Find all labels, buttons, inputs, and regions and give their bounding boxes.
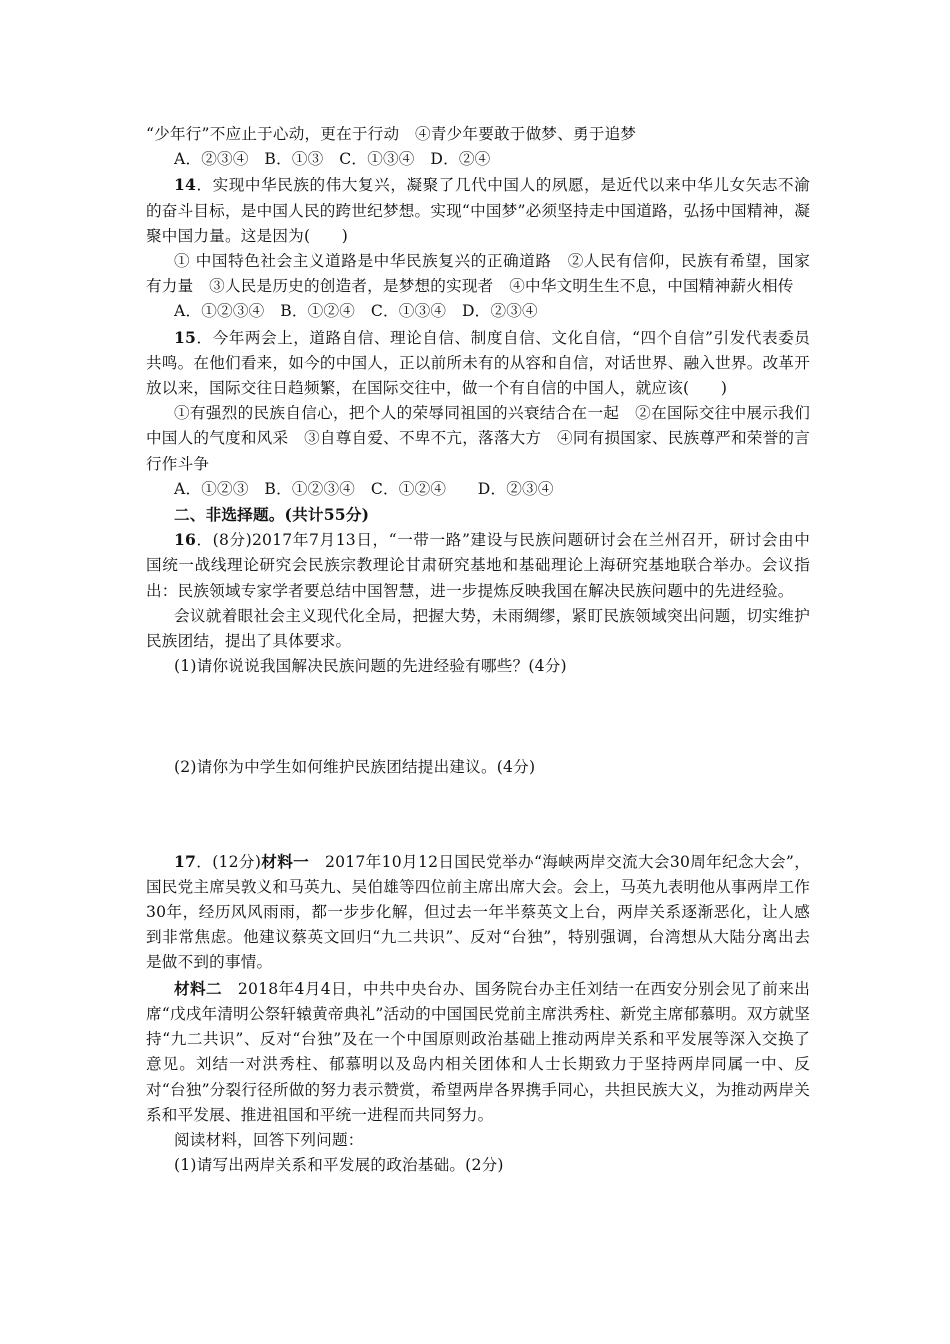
q16-intro xyxy=(146,527,810,604)
page-content xyxy=(146,122,810,1178)
q14-options: A．①②③④ B．①②④ C．①③④ D．②③④ xyxy=(174,302,538,321)
q15-stem xyxy=(146,325,810,402)
q17-material2-label: 材料二 xyxy=(174,978,222,998)
q17-points: ．(12分) xyxy=(196,852,262,871)
q14-statements: ① 中国特色社会主义道路是中华民族复兴的正确道路 ②人民有信仰，民族有希望，国家有力量 ③人民是历史的创造者，是梦想的实现者 ④中华文明生生不息，中国精神薪火相传 xyxy=(146,252,810,296)
q16-para2: 会议就着眼社会主义现代化全局，把握大势，未雨绸缪，紧盯民族领域突出问题，切实维护民族团结，提出了具体要求。 xyxy=(146,606,810,651)
q14-stem-text: ．实现中华民族的伟大复兴，凝聚了几代中国人的夙愿，是近代以来中华儿女矢志不渝的奋斗目标，是中国人民的跨世纪梦想。实现“中国梦”必须坚持走中国道路，弘扬中国精神，凝聚中国力量。这是因为( ) xyxy=(146,176,810,245)
q13-options: A．②③④ B．①③ C．①③④ D．②④ xyxy=(174,150,491,169)
q16-sub1: (1)请你说说我国解决民族问题的先进经验有哪些？(4分) xyxy=(174,657,567,676)
q17-material1-text: 2017年10月12日国民党举办“海峡两岸交流大会30周年纪念大会”，国民党主席吴敦义和马英九、吴伯雄等四位前主席出席大会。会上，马英九表明他从事两岸工作30年，经历风风雨雨，都一步步化解，但过去一年半蔡英文上台，两岸关系逐渐恶化，让人感到非常焦虑。他建议蔡英文回归“九二共识”、反对“台独”，特别强调，台湾想从大陆分离出去是做不到的事情。 xyxy=(146,852,810,972)
q14-number: 14 xyxy=(174,175,197,195)
q16-sub2: (2)请你为中学生如何维护民族团结提出建议。(4分) xyxy=(174,758,536,777)
q17-number: 17 xyxy=(174,851,197,871)
q17-material2 xyxy=(146,976,810,1128)
q17-sub1: (1)请写出两岸关系和平发展的政治基础。(2分) xyxy=(174,1156,504,1175)
q15-statements: ①有强烈的民族自信心，把个人的荣辱同祖国的兴衰结合在一起 ②在国际交往中展示我们中国人的气度和风采 ③自尊自爱、不卑不亢，落落大方 ④同有损国家、民族尊严和荣誉的言行作斗争 xyxy=(146,404,810,473)
q15-options: A．①②③ B．①②③④ C．①②④ D．②③④ xyxy=(174,479,554,498)
q16-number: 16 xyxy=(174,530,197,550)
q14-stem xyxy=(146,172,810,249)
q17-material2-text: 2018年4月4日，中共中央台办、国务院台办主任刘结一在西安分别会见了前来出席“戊戌年清明公祭轩辕黄帝典礼”活动的中国国民党前主席洪秀柱、新党主席郁慕明。双方就坚持“九二共识”、反对“台独”及在一个中国原则政治基础上推动两岸关系和平发展等深入交换了意见。刘结一对洪秀柱、郁慕明以及岛内相关团体和人士长期致力于坚持两岸同属一中、反对“台独”分裂行径所做的努力表示赞赏，希望两岸各界携手同心，共担民族大义，为推动两岸关系和平发展、推进祖国和平统一进程而共同努力。 xyxy=(146,979,811,1124)
q15-number: 15 xyxy=(174,327,197,347)
q16-sub2-answer-space xyxy=(146,781,810,849)
q15-stem-text: ．今年两会上，道路自信、理论自信、制度自信、文化自信，“四个自信”引发代表委员共鸣。在他们看来，如今的中国人，正以前所未有的从容和自信，对话世界、融入世界。改革开放以来，国际交往日趋频繁，在国际交往中，做一个有自信的中国人，就应该( ) xyxy=(146,328,810,398)
q17-material1-label: 材料一 xyxy=(261,851,310,871)
q17-instruction: 阅读材料，回答下列问题： xyxy=(174,1130,364,1149)
q17-material1 xyxy=(146,849,810,976)
q16-sub1-answer-space xyxy=(146,679,810,755)
q13-continuation: “少年行”不应止于心动，更在于行动 ④青少年要敢于做梦、勇于追梦 xyxy=(146,125,637,143)
section2-heading: 二、非选择题。(共计55分) xyxy=(174,505,370,525)
q16-intro-text: ．(8分)2017年7月13日，“一带一路”建设与民族问题研讨会在兰州召开，研讨会由中国统一战线理论研究会民族宗教理论甘肃研究基地和基础理论上海研究基地联合举办。会议指出：民族领域专家学者要总结中国智慧，进一步提炼反映我国在解决民族问题中的先进经验。 xyxy=(146,531,810,600)
